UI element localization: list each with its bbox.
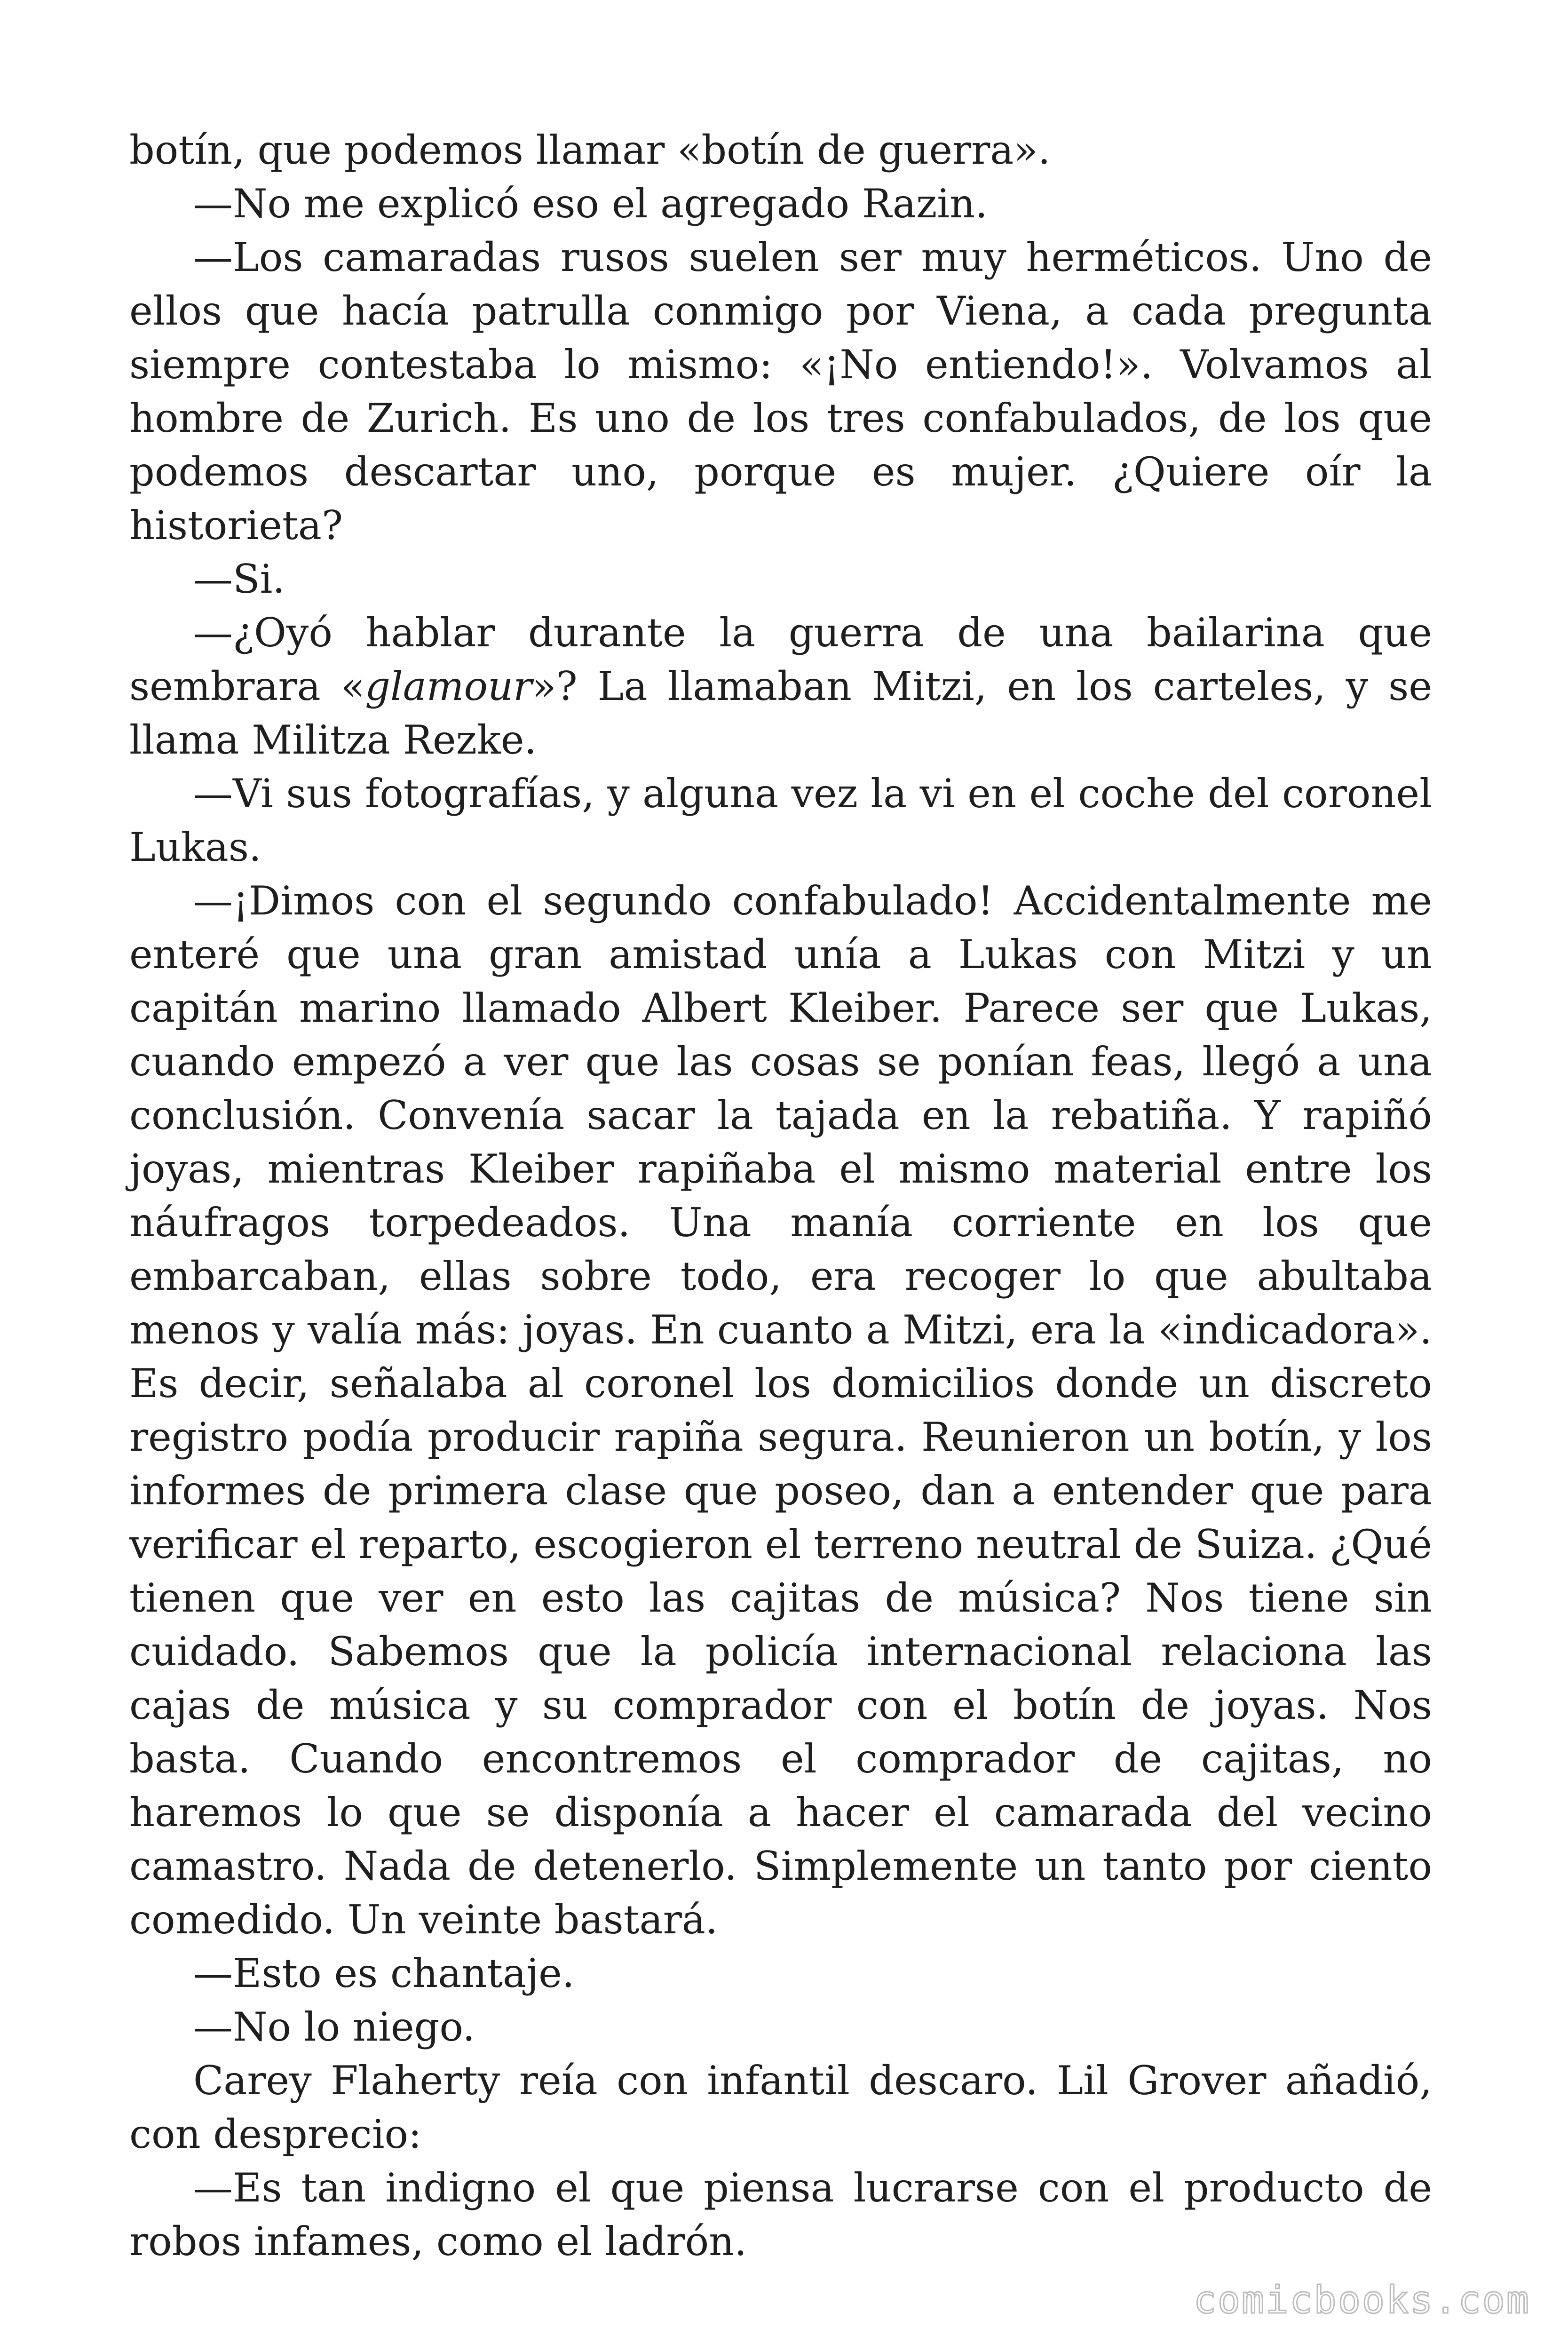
paragraph: —Esto es chantaje. [193, 1950, 575, 1996]
paragraph-part: —¿Oyó hablar durante la guerra de una bailarina que sembrara « [129, 610, 1432, 709]
paragraph: —Si. [193, 556, 285, 602]
paragraph: Carey Flaherty reía con infantil descaro. Lil Grover añadió, con desprecio: [129, 2058, 1432, 2157]
paragraph: —No lo niego. [193, 2004, 475, 2050]
paragraph-with-italic [129, 606, 1432, 767]
paragraph-part: »? La llamaban Mitzi, en los carteles, y se llama Militza Rezke. [129, 663, 1432, 763]
paragraph: botín, que podemos llamar «botín de guerra». [129, 127, 1051, 173]
watermark: comicbooks.com [1193, 2278, 1530, 2322]
paragraph: —Vi sus fotografías, y alguna vez la vi en el coche del coronel Lukas. [129, 771, 1432, 870]
paragraph: —Es tan indigno el que piensa lucrarse con el producto de robos infames, como el ladrón. [129, 2165, 1432, 2265]
paragraph: —¡Dimos con el segundo confabulado! Accidentalmente me enteré que una gran amistad unía a Lukas con Mitzi y un capitán marino llamado Albert Kleiber. Parece ser que Lukas, cuando empezó a ver que las cosas se ponían feas, llegó a una conclusión. Convenía sacar la tajada en la rebatiña. Y rapiñó joyas, mientras Kleiber rapiñaba el mismo material entre los náufragos torpedeados. Una manía corriente en los que embarcaban, ellas sobre todo, era recoger lo que abultaba menos y valía más: joyas. En cuanto a Mitzi, era la «indicadora». Es decir, señalaba al coronel los domicilios donde un discreto registro podía producir rapiña segura. Reunieron un botín, y los informes de primera clase que poseo, dan a entender que para verificar el reparto, escogieron el terreno neutral de Suiza. ¿Qué tienen que ver en esto las cajitas de música? Nos tiene sin cuidado. Sabemos que la policía internacional relaciona las cajas de música y su comprador con el botín de joyas. Nos basta. Cuando encontremos el comprador de cajitas, no haremos lo que se disponía a hacer el camarada del vecino camastro. Nada de detenerlo. Simplemente un tanto por ciento comedido. Un veinte bastará. [129, 878, 1432, 1943]
book-page-text [129, 123, 1432, 2268]
paragraph: —No me explicó eso el agregado Razin. [193, 181, 988, 227]
paragraph: —Los camaradas rusos suelen ser muy herméticos. Uno de ellos que hacía patrulla conmigo por Viena, a cada pregunta siempre contestaba lo mismo: «¡No entiendo!». Volvamos al hombre de Zurich. Es uno de los tres confabulados, de los que podemos descartar uno, porque es mujer. ¿Quiere oír la historieta? [129, 234, 1432, 548]
italic-word: glamour [365, 663, 532, 709]
